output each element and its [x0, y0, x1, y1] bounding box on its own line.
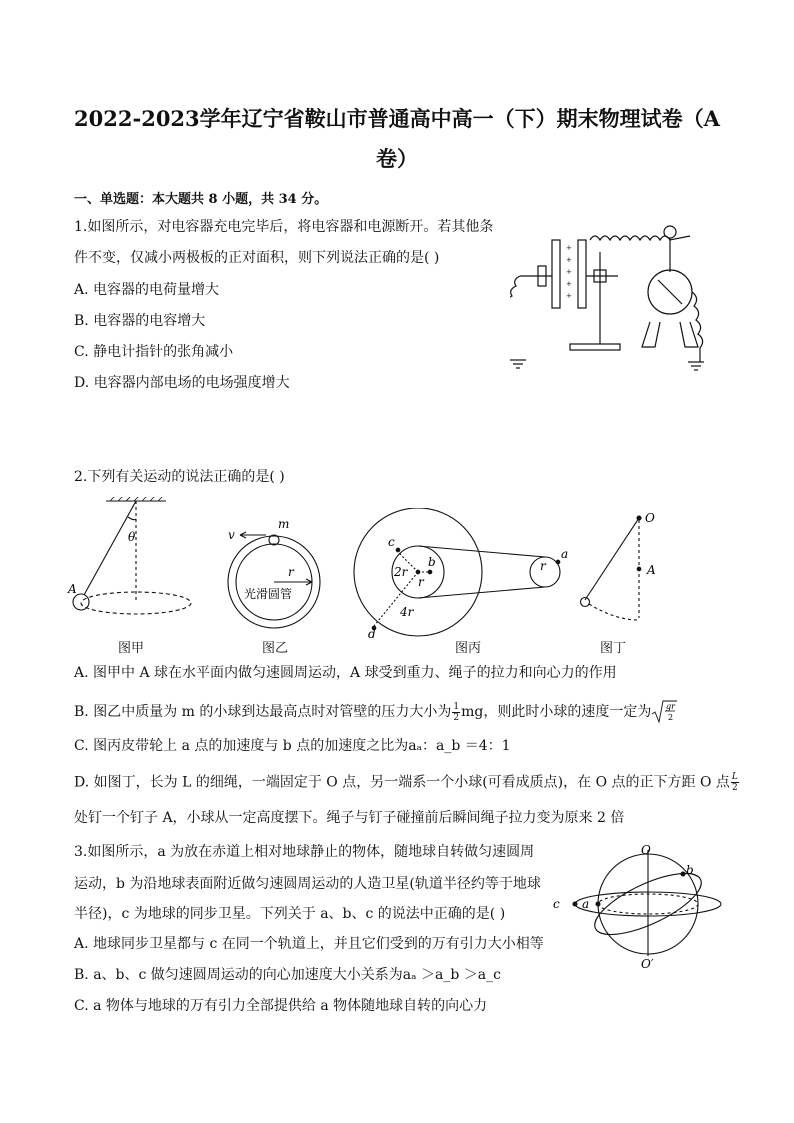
caption-yi: 图乙: [262, 641, 289, 656]
point-a-label: a: [561, 547, 569, 561]
q2-stem: 2.下列有关运动的说法正确的是( ): [74, 469, 285, 485]
svg-text:+: +: [566, 268, 572, 276]
q2-option-d-line2: 处钉一个钉子 A，小球从一定高度摆下。绳子与钉子碰撞前后瞬间绳子拉力变为原来 2 倍: [74, 810, 625, 826]
q2-option-c: C. 图丙皮带轮上 a 点的加速度与 b 点的加速度之比为aₐ：a_b ＝4：1: [74, 738, 511, 754]
radius-small-r-label: r: [540, 559, 546, 573]
q2-figure-yi: [220, 512, 335, 632]
point-d-label: d: [368, 627, 376, 641]
q2-figure-jia: [66, 497, 196, 652]
point-a-label: A: [68, 582, 77, 596]
q3-stem-3: 半径)，c 为地球的同步卫星。下列关于 a、b、c 的说法中正确的是( ): [74, 906, 506, 922]
q2-option-d-line1: [74, 772, 740, 793]
q1-capacitor-figure: [510, 222, 725, 377]
point-a-label: a: [582, 897, 590, 911]
theta-label: θ: [128, 530, 136, 544]
radius-2r-label: 2r: [394, 565, 408, 579]
caption-ding: 图丁: [600, 641, 627, 656]
point-a-label: A: [647, 563, 656, 577]
point-o-label: O: [645, 511, 655, 525]
fraction-half: $\frac{1}{2}$: [453, 701, 460, 723]
svg-text:gr: gr: [666, 702, 676, 711]
q2-figure-bing: [350, 508, 570, 643]
q2-option-b-text: B. 图乙中质量为 m 的小球到达最高点时对管壁的压力大小为: [74, 704, 452, 720]
radius-r-label: r: [418, 575, 424, 589]
point-c-label: c: [388, 535, 395, 549]
svg-text:+: +: [566, 256, 572, 264]
m-label: m: [278, 517, 290, 531]
point-b-label: b: [428, 555, 436, 569]
page-title: 2022-2023学年辽宁省鞍山市普通高中高一（下）期末物理试卷（A: [74, 106, 720, 131]
svg-text:+: +: [566, 244, 572, 252]
v-label: v: [228, 528, 235, 542]
section-heading: 一、单选题：本大题共 8 小题，共 34 分。: [74, 192, 328, 207]
q3-option-b: B. a、b、c 做匀速圆周运动的向心加速度大小关系为aₐ ＞a_b ＞a_c: [74, 967, 501, 983]
q3-option-a: A. 地球同步卫星都与 c 在同一个轨道上，并且它们受到的万有引力大小相等: [74, 936, 544, 952]
q3-earth-figure: [545, 840, 725, 970]
tube-label: 光滑圆管: [244, 587, 293, 601]
q3-stem-1: 3.如图所示，a 为放在赤道上相对地球静止的物体，随地球自转做匀速圆周: [74, 844, 535, 860]
q1-stem-1: 1.如图所示，对电容器充电完毕后，将电容器和电源断开。若其他条: [74, 219, 494, 235]
q1-option-c: C. 静电计指针的张角减小: [74, 344, 234, 360]
point-o-label: O: [641, 843, 651, 857]
svg-text:+: +: [566, 280, 572, 288]
svg-text:2: 2: [668, 713, 674, 722]
r-label: r: [288, 565, 294, 579]
q2-option-a: A. 图甲中 A 球在水平面内做匀速圆周运动，A 球受到重力、绳子的拉力和向心力的作用: [74, 665, 617, 681]
point-c-label: c: [553, 897, 560, 911]
fraction-l-half: $\frac{L}{2}$: [731, 772, 738, 793]
q1-option-d: D. 电容器内部电场的电场强度增大: [74, 375, 290, 391]
caption-bing: 图丙: [455, 641, 482, 656]
caption-jia: 图甲: [118, 641, 145, 656]
sqrt-expression: [651, 700, 677, 724]
q2-option-b: [74, 700, 677, 724]
q1-option-a: A. 电容器的电荷量增大: [74, 282, 220, 298]
q3-option-c: C. a 物体与地球的万有引力全部提供给 a 物体随地球自转的向心力: [74, 998, 488, 1014]
point-b-label: b: [686, 863, 694, 877]
q3-stem-2: 运动，b 为沿地球表面附近做匀速圆周运动的人造卫星(轨道半径约等于地球: [74, 876, 541, 892]
q1-stem-2: 件不变，仅减小两极板的正对面积，则下列说法正确的是( ): [74, 250, 440, 266]
point-o-prime-label: O′: [641, 957, 654, 970]
svg-text:+: +: [566, 292, 572, 300]
q2-option-b-text-2: mg，则此时小球的速度一定为: [461, 704, 652, 720]
q2-option-d-text: D. 如图丁，长为 L 的细绳，一端固定于 O 点，另一端系一个小球(可看成质点)，在 O 点的正下方距 O 点: [74, 774, 730, 791]
q1-option-b: B. 电容器的电容增大: [74, 313, 206, 329]
q2-figure-ding: [575, 508, 670, 628]
page-title-cont: 卷）: [376, 146, 418, 171]
radius-4r-label: 4r: [400, 605, 414, 619]
